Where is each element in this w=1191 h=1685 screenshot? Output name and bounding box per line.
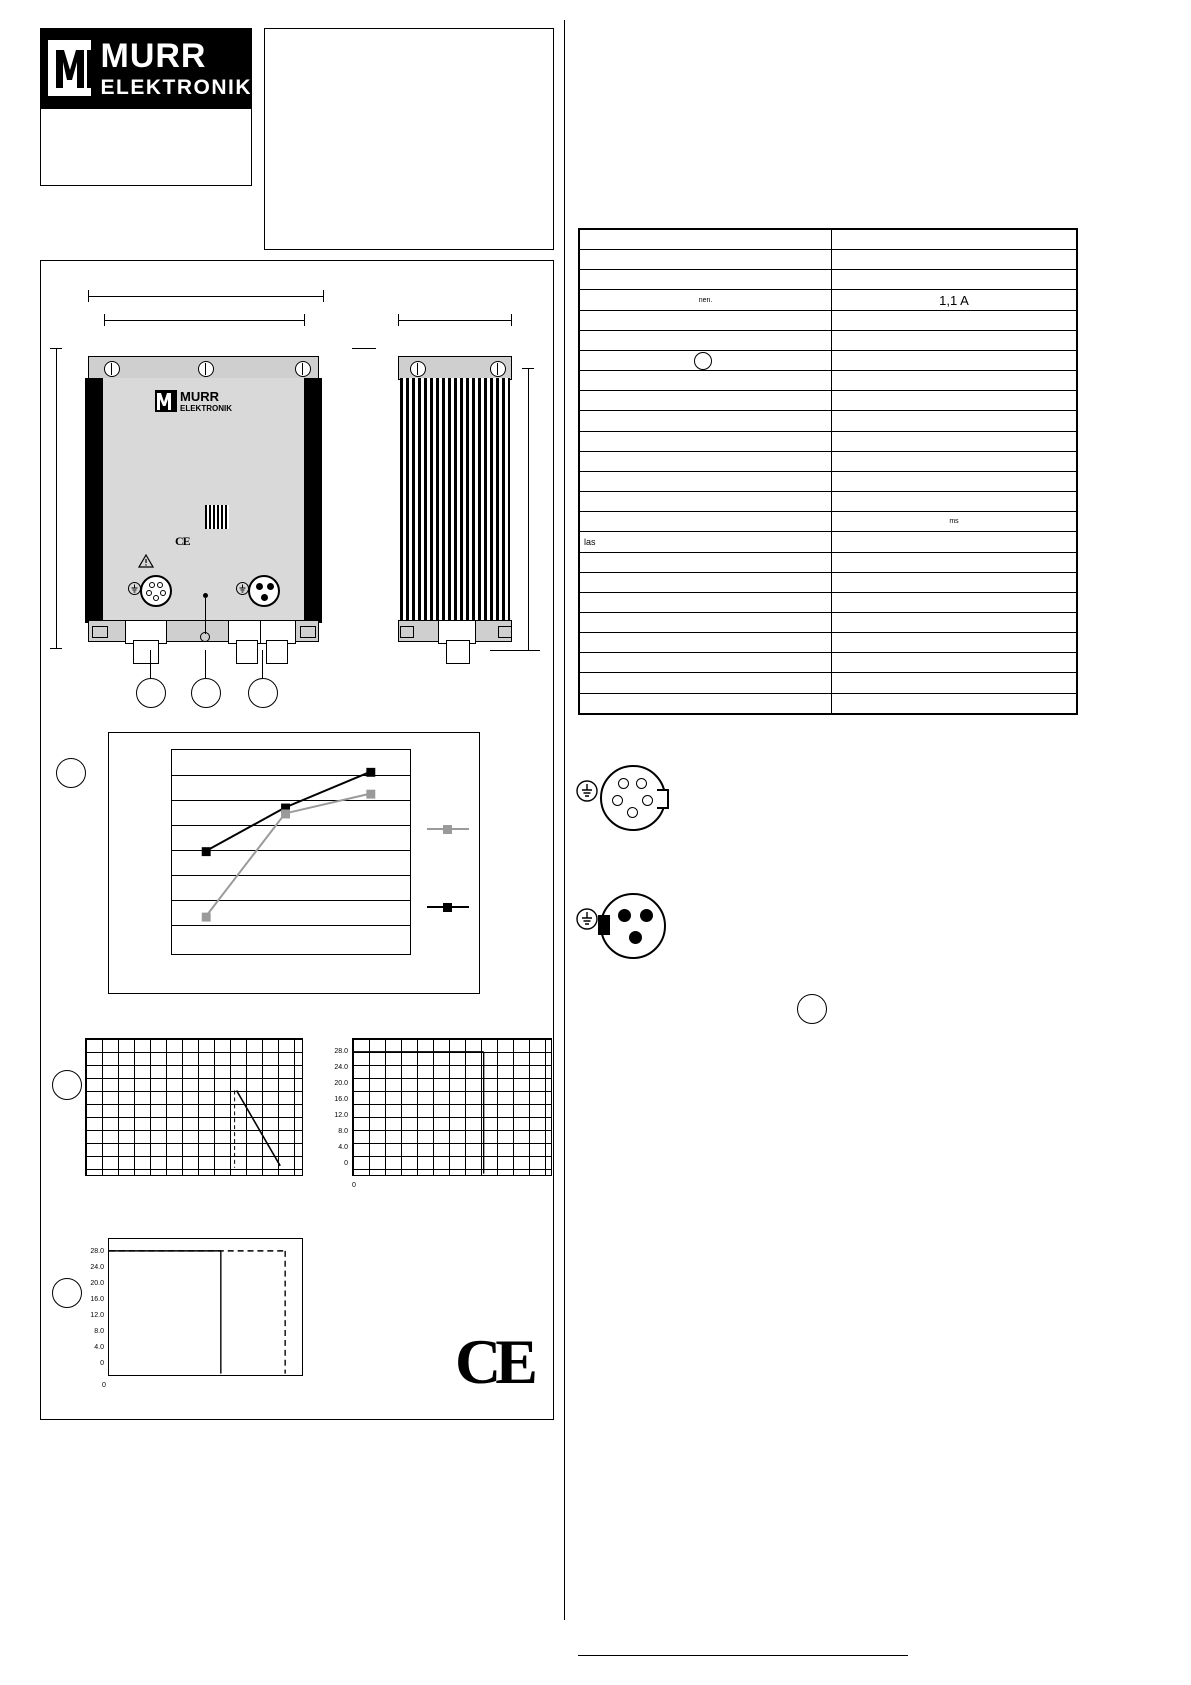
spec-row-label: [580, 310, 832, 330]
datamatrix-code-icon: [205, 505, 229, 529]
spec-row-value: [832, 371, 1077, 391]
spec-row-label: [580, 492, 832, 512]
earth-ground-icon: [576, 908, 598, 935]
spec-row-value: [832, 250, 1077, 270]
ce-mark-small: CE: [175, 534, 190, 548]
chart-output-origin: 0: [102, 1382, 106, 1389]
device-connector-3pin: [248, 575, 280, 607]
dimension-leader-bottom: [490, 650, 540, 651]
specification-table: [578, 228, 1078, 715]
earth-ground-icon: [236, 582, 249, 600]
spec-table-row: [580, 270, 1077, 290]
dimension-tick: [304, 314, 305, 326]
spec-row-label: [580, 371, 832, 391]
cable-gland-nut: [236, 640, 258, 664]
ce-mark-large: CE: [455, 1326, 532, 1397]
spec-row-label: [580, 572, 832, 592]
spec-row-label: [580, 230, 832, 250]
title-box: [264, 28, 554, 250]
spec-row-value: [832, 592, 1077, 612]
callout-marker-2: [191, 678, 221, 708]
spec-table-row: [580, 471, 1077, 491]
callout-leader: [150, 650, 151, 678]
spec-row-label: [580, 391, 832, 411]
spec-table-row: [580, 411, 1077, 431]
spec-row-label: [580, 350, 832, 370]
connector-keyway: [657, 789, 669, 809]
callout-leader: [262, 650, 263, 678]
spec-row-label: [580, 673, 832, 693]
device-connector-5pin: [140, 575, 172, 607]
chart-y-tick: 8.0: [94, 1328, 104, 1335]
spec-row-value: [832, 270, 1077, 290]
spec-row-label: [580, 552, 832, 572]
page-footer: [578, 1655, 908, 1658]
connector-diagram-5pin: [600, 765, 666, 831]
spec-row-value: [832, 552, 1077, 572]
spec-table-row: [580, 552, 1077, 572]
chart-y-tick: 4.0: [94, 1344, 104, 1351]
spec-table-row: [580, 653, 1077, 673]
chart-y-tick: 0: [344, 1160, 348, 1167]
zigzag-icon: [54, 46, 98, 90]
spec-row-value: [832, 391, 1077, 411]
murr-zigzag-logo-icon: [48, 40, 91, 96]
spec-table-row: [580, 693, 1077, 713]
spec-row-label: [580, 250, 832, 270]
chart-output-series: [109, 1239, 302, 1376]
chart-timing-left-series: [86, 1039, 302, 1176]
spec-table-row: [580, 572, 1077, 592]
mounting-screw-icon: [104, 361, 120, 377]
spec-row-value: [832, 411, 1077, 431]
chart-y-tick: 28.0: [90, 1248, 104, 1255]
dimension-tick: [398, 314, 399, 326]
spec-row-value: [832, 633, 1077, 653]
callout-marker-5: [52, 1070, 82, 1100]
chart-y-tick: 24.0: [90, 1264, 104, 1271]
spec-row-value: 1,1 A: [832, 290, 1077, 310]
page-divider: [564, 20, 565, 1620]
spec-table-row: [580, 451, 1077, 471]
spec-row-label: [580, 633, 832, 653]
dimension-line-height: [56, 348, 57, 648]
spec-row-label: [580, 270, 832, 290]
dimension-leader: [352, 348, 376, 349]
mounting-screw-icon: [410, 361, 426, 377]
spec-row-value: [832, 492, 1077, 512]
device-label-sub: ELEKTRONIK: [180, 403, 232, 413]
spec-table-grid: [579, 229, 1077, 714]
chart-y-tick: 24.0: [334, 1064, 348, 1071]
chart-derating-series: [172, 750, 410, 954]
spec-row-label: [580, 612, 832, 632]
chart-y-tick: 0: [100, 1360, 104, 1367]
spec-table-row: [580, 330, 1077, 350]
spec-table-row: [580, 633, 1077, 653]
dimension-tick: [50, 348, 62, 349]
brand-name: MURR: [100, 36, 207, 75]
spec-row-value: [832, 572, 1077, 592]
spec-row-value: [832, 693, 1077, 713]
device-side-heatsink: [400, 378, 510, 623]
spec-table-row: [580, 532, 1077, 552]
chart-y-tick: 20.0: [334, 1080, 348, 1087]
spec-table-row: [580, 512, 1077, 532]
spec-table-row: [580, 310, 1077, 330]
mount-slot: [300, 626, 316, 638]
chart-y-tick: 16.0: [90, 1296, 104, 1303]
mount-slot: [92, 626, 108, 638]
spec-row-label: [580, 653, 832, 673]
spec-row-value: [832, 471, 1077, 491]
chart-y-tick: 28.0: [334, 1048, 348, 1055]
brand-subtitle: ELEKTRONIK: [100, 75, 252, 99]
brand-logo: [40, 28, 252, 108]
spec-table-row: [580, 290, 1077, 310]
leader-line: [205, 598, 206, 634]
spec-table-row: [580, 492, 1077, 512]
spec-row-value: [832, 612, 1077, 632]
cable-gland-nut: [133, 640, 159, 664]
callout-marker-3: [248, 678, 278, 708]
connector-keyway: [598, 915, 610, 935]
dimension-line-width-inner: [104, 320, 304, 321]
spec-row-value: ms: [832, 512, 1077, 532]
chart-derating: [108, 732, 480, 994]
dimension-line-width-outer: [88, 296, 324, 297]
chart-derating-plot: [171, 749, 411, 955]
chart-y-tick: 8.0: [338, 1128, 348, 1135]
spec-row-value: [832, 350, 1077, 370]
spec-table-row: [580, 391, 1077, 411]
dimension-tick: [50, 648, 62, 649]
mounting-screw-icon: [198, 361, 214, 377]
spec-row-label: [580, 431, 832, 451]
callout-leader: [205, 650, 206, 678]
chart-y-tick: 16.0: [334, 1096, 348, 1103]
spec-table-row: [580, 250, 1077, 270]
callout-marker-4: [56, 758, 86, 788]
chart-timing-right-origin: 0: [352, 1182, 356, 1189]
spec-table-row: [580, 673, 1077, 693]
mounting-screw-icon: [295, 361, 311, 377]
device-label-mark-icon: [155, 390, 177, 412]
mount-slot: [498, 626, 512, 638]
logo-subtitle-box: [40, 108, 252, 186]
spec-row-value: [832, 653, 1077, 673]
spec-row-label: nen.: [580, 290, 832, 310]
spec-row-label: [580, 330, 832, 350]
callout-marker-ref: [797, 994, 827, 1024]
spec-row-label: las: [580, 532, 832, 552]
spec-table-row: [580, 371, 1077, 391]
device-label-brand: MURR: [180, 388, 219, 404]
chart-timing-right-series: [353, 1039, 551, 1176]
spec-row-value: [832, 431, 1077, 451]
chart-y-tick: 20.0: [90, 1280, 104, 1287]
spec-row-label: [580, 512, 832, 532]
dimension-tick: [88, 290, 89, 302]
cable-gland-nut: [446, 640, 470, 664]
dimension-tick: [104, 314, 105, 326]
spec-table-row: [580, 431, 1077, 451]
chart-timing-left: [85, 1038, 303, 1176]
spec-row-label: [580, 592, 832, 612]
spec-row-value: [832, 451, 1077, 471]
callout-marker-1: [136, 678, 166, 708]
mounting-screw-icon: [490, 361, 506, 377]
spec-table-row: [580, 612, 1077, 632]
chart-legend-dark: [427, 899, 469, 917]
earth-ground-icon: [576, 780, 598, 807]
device-label-logo: [155, 388, 265, 414]
dimension-tick: [511, 314, 512, 326]
device-front-view: [85, 378, 322, 623]
spec-row-label: [580, 411, 832, 431]
spec-row-value: [832, 330, 1077, 350]
circle-callout-icon: [694, 352, 712, 370]
dimension-tick: [522, 368, 534, 369]
warning-triangle-icon: [138, 554, 154, 573]
spec-row-value: [832, 673, 1077, 693]
mount-slot: [400, 626, 414, 638]
connector-diagram-3pin: [600, 893, 666, 959]
chart-legend-grey: [427, 821, 469, 839]
spec-row-value: [832, 310, 1077, 330]
spec-row-value: [832, 230, 1077, 250]
spec-table-row: [580, 592, 1077, 612]
earth-ground-icon: [128, 582, 141, 600]
chart-y-tick: 12.0: [90, 1312, 104, 1319]
chart-y-tick: 12.0: [334, 1112, 348, 1119]
cable-gland-nut: [266, 640, 288, 664]
chart-output: [108, 1238, 303, 1376]
dimension-tick: [323, 290, 324, 302]
chart-timing-right: [352, 1038, 552, 1176]
zigzag-small-icon: [155, 390, 177, 412]
spec-table-row: [580, 230, 1077, 250]
spec-table-row: [580, 350, 1077, 370]
dimension-line-side-height: [528, 368, 529, 650]
dimension-line-depth: [398, 320, 512, 321]
spec-row-label: [580, 471, 832, 491]
chart-y-tick: 4.0: [338, 1144, 348, 1151]
spec-row-value: [832, 532, 1077, 552]
spec-row-label: [580, 451, 832, 471]
spec-row-label: [580, 693, 832, 713]
